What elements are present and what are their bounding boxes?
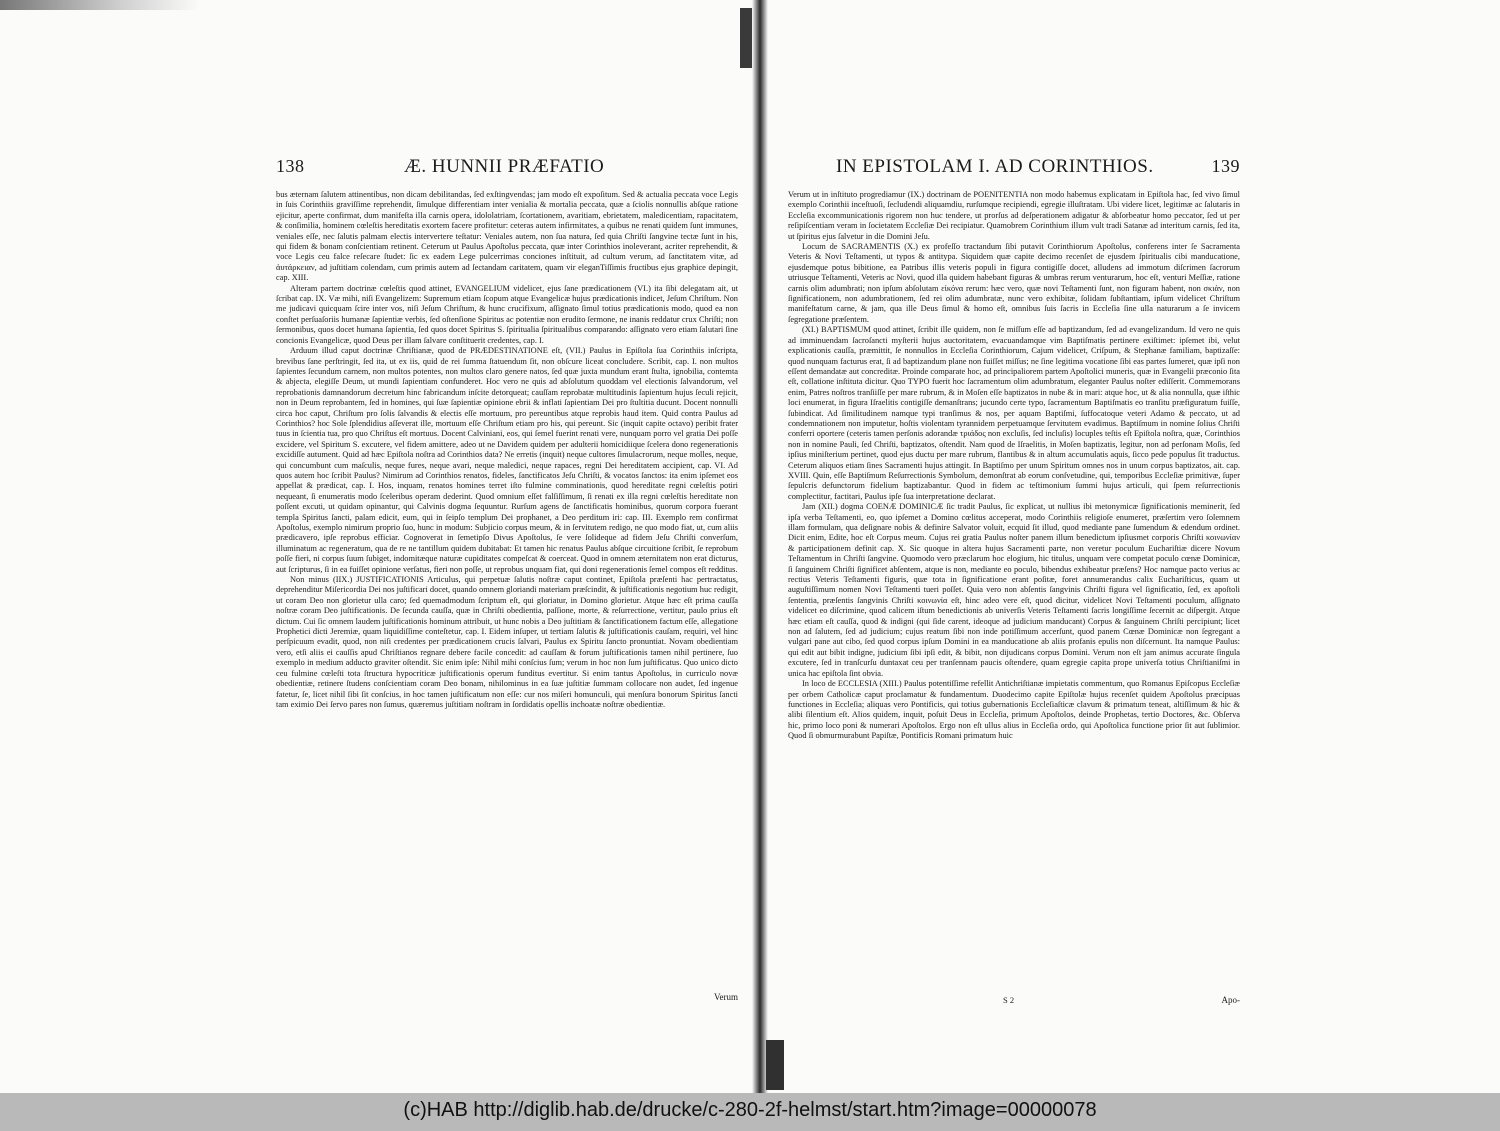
right-running-title: IN EPISTOLAM I. AD CORINTHIOS. [836, 156, 1154, 177]
left-catchword: Verum [714, 992, 738, 1002]
left-body-text [276, 190, 738, 710]
source-credit-link[interactable]: (c)HAB http://diglib.hab.de/drucke/c-280-2f-helmst/start.htm?image=00000078 [403, 1099, 1097, 1121]
right-paragraph: Locum de SACRAMENTIS (X.) ex profeſſo tractandum ſibi putavit Corinthiorum Apoſtolus, conferens inter ſe Sacramenta Veteris & Novi Teſtamenti, ut typos & antitypa. Siquidem quæ capite decimo recenſet de ejusdem ſpiritualis cibi manducatione, ejusdemque potus bibitione, ea Patribus illis veteris populi in figura contigiſſe docet, alludens ad immotum diſcrimen ſacrorum utriusque Teſtamenti, Veteris ac Novi, quod illa quidem habebant figuras & umbras rerum venturarum, hoc eſt, venturi Meſſiæ, ratione carnis olim adumbrati; non ipſum abſolutam εἰκόνα rerum: hæc vero, quæ novi Teſtamenti ſunt, non figuram habent, non σκιὰν, non ſignificationem, non adumbrationem, ſed rei olim adumbratæ, nunc vero exhibitæ, ſolidam ſubſtantiam, ipſum videlicet Chriſtum manifeſtatum carne, & jam, qua ille Deus ſimul & homo eſt, omnibus ſuis ſacris in Eccleſia ſine ulla naturarum a ſe invicem ſegregatione præſentem. [788, 242, 1240, 324]
left-page [276, 150, 738, 1002]
left-paragraph: bus æternam ſalutem attinentibus, non dicam debilitandas, ſed exſtingvendas; jam modo eſt expoſitum. Sed & actualia peccata voce Legis in ſuis Corinthiis graviſſime reprehendit, ſimulque differentiam inter venialia & mortalia peccata, quæ a ſciolis nonnullis abſque ratione ejicitur, aperte confirmat, dum manifeſta illa carnis opera, idololatriam, ſcortationem, avaritiam, ebrietatem, maledicentiam, rapacitatem, & conſimilia, hominem cœleſtis hereditatis exortem facere profitetur: ceteras autem infirmitates, a quibus ne renati quidem ſunt immunes, veniales eſſe, nec ſalutis palmam electis intervertere teſtatur: Veniales autem, non ſua natura, ſed quia Chriſti ſangvine tectæ ſunt in his, qui fidem & bonam conſcientiam retinent. Ceterum ut Paulus Apoſtolus peccata, quæ inter Corinthios inoleverant, acriter reprehendit, & voce Legis ceu falce reſecare ſtudet: ſic ex eadem Lege pulcerrimas conciones inſtituit, ad cultum verum, ad ſanctitatem vitæ, ad ἀυτάρκειαν, ad juſtitiam colendam, cum primis autem ad ſectandam caritatem, quam vir eleganTiſſimis fructibus ejus graphice depingit, cap. XIII. [276, 190, 738, 283]
book-gutter [752, 0, 768, 1093]
right-paragraph: Jam (XII.) dogma COENÆ DOMINICÆ ſic tradit Paulus, ſic explicat, ut nullius ibi metonymicæ ſignificationis meminerit, ſed ipſa verba Teſtamenti, eo, quo ipſemet a Domino cœlitus acceperat, modo Corinthiis religioſe enumeret, præſertim vero ſolemnem illam formulam, qua deſignare nobis & definire Salvator voluit, ecquid ſit illud, quod mediante pane ſumendum & edendum ordinet. Dicit enim, Edite, hoc eſt Corpus meum. Cujus rei gratia Paulus noſter panem illum benedictum ipſiusmet corporis Chriſti κοινωνίαν & participationem definit cap. X. Sic quoque in altera hujus Sacramenti parte, non veretur poculum Euchariſtiæ dicere Novum Teſtamentum in Chriſti ſangvine. Quomodo vero præclarum hoc elogium, hic titulus, unquam vere competat poculo cœnæ Dominicæ, ſi ſanguinem Chriſti ſignificet abſentem, atque is non, mediante eo poculo, bibendus exhibeatur præſens? Hoc namque pacto verius ac rectius Veteris Teſtamenti figuris, quæ tota in ſignificatione erant poſitæ, foret annumerandus calix Euchariſticus, quam ut auguſtiſſimum nomen Novi Teſtamenti tueri poſſet. Quia vero non abſentis ſangvinis Chriſti figura vel ſignificatio, ſed, ex apoſtoli ſententia, præſentis ſangvinis Chriſti κοινωνία eſt, hinc adeo vere eſt, quod dicitur, videlicet Novi Teſtamenti poculum, aſſignato videlicet eo diſcrimine, quod calicem iſtum benedictionis ab univerſis Veteris Teſtamenti ſacris longiſſime ſecernit ac diſpergit. Atque hæc etiam eſt cauſſa, quod & indigni (qui ſide carent, ideoque ad judicium manducant) Corpus & ſanguinem Chriſti percipiunt; licet non ad ſalutem, ſed ad judicium; cujus reatum ſibi non inde potiſſimum accerſunt, quod panem Cœnæ Dominicæ non ſegregant a vulgari pane aut cibo, ſed quod corpus ipſum Domini in ea manducatione ab aliis profanis epulis non diſcernunt. Ita namque Paulus: qui edit aut bibit indigne, judicium ſibi ipſi edit, & bibit, non dijudicans corpus Domini. Verum non eſt jam animus accurate ſingula excutere, ſed in tranſcurſu duntaxat ceu per tranſennam paucis oſtendere, quam egregie capita prope univerſa totius Chriſtianiſmi in unica hac epiſtola ſint obvia. [788, 502, 1240, 678]
left-paragraph: Alteram partem doctrinæ cœleſtis quod attinet, EVANGELIUM videlicet, ejus ſane prædicationem (VI.) ita ſibi delegatam ait, ut ſcribat cap. IX. Væ mihi, niſi Evangelizem: Supremum etiam ſcopum atque Evangelicæ hujus prædicationis indicet, Jeſum Chriſtum. Non me judicavi quicquam ſcire inter vos, niſi Jeſum Chriſtum, & hunc crucifixum, aſſignato ſimul totius prædicationis modo, quod ea non conſtet perſuaſoriis humanæ ſapientiæ verbis, ſed oſtenſione Spiritus ac potentiæ non erudito ſermone, ne inanis reddatur crux Chriſti; non ſermonibus, quos docet humana ſapientia, ſed quos docet Spiritus S. ſpiritualia ſpiritualibus comparando: aſſignato vero etiam ſalutari ſine concionis Evangelicæ, quod Deus per illam ſalvare conſtituerit credentes, cap. I. [276, 283, 738, 345]
right-paragraph: In loco de ECCLESIA (XIII.) Paulus potentiſſime refellit Antichriſtianæ impietatis commentum, quo Romanus Epiſcopus Eccleſiæ per orbem Catholicæ caput proclamatur & fundamentum. Duodecimo capite Epiſtolæ hujus recenſet quidem Apoſtolus præcipuas functiones in Eccleſia; aliquas vero Pontificis, qui totius gubernationis Eccleſiaſticæ clavum & primatum teneat, altiſſimum & hic & alibi ſilentium eſt. Alios quidem, inquit, poſuit Deus in Eccleſia, primum Apoſtolos, deinde Prophetas, tertio Doctores, &c. Obſerva hic, primo loco poni & numerari Apoſtolos. Ergo non eſt ullus alius in Eccleſia ordo, qui Apoſtolica functione prior ſit aut ſublimior. Quod ſi obmurmurabunt Papiſtæ, Pontificis Romani primatum huic [788, 679, 1240, 741]
left-running-head [276, 150, 738, 190]
binding-shadow-bottom [766, 1040, 784, 1090]
right-running-head [788, 150, 1240, 190]
right-body-text [788, 190, 1240, 742]
left-running-title: Æ. HUNNII PRÆFATIO [404, 156, 605, 177]
left-paragraph: Arduum illud caput doctrinæ Chriſtianæ, quod de PRÆDESTINATIONE eſt, (VII.) Paulus in Epiſtola ſua Corinthiis inſcripta, brevibus ſane perſtringit, ſed ita, ut ex iis, quid de rei ſumma ſtatuendum ſit, non obſcure liceat concludere. Scribit, cap. I. non multos ſapientes ſecundum carnem, non multos potentes, non multos claro genere natos, ſed quæ juxta mundum erant ſtulta, ignobilia, contemta & abjecta, elegiſſe Deum, ut mundi ſapientiam confunderet. Hoc vero ne quis ad abſolutum quoddam vel electionis ſalvandorum, vel reprobationis damnandorum decretum hinc fabricandum inſcite detorqueat; cauſſam reprobatæ multitudinis ſapientum hujus ſeculi rejicit, non in Deum reprobantem, ſed in homines, qui ſuæ ſapientiæ opinione ebrii & inflati ſapientiam Dei pro ſtultitia ducunt. Docent nonnulli circa hoc caput, Chriſtum pro ſolis ſalvandis & electis eſſe mortuum, pro pereuntibus atque reprobis haud item. Quid contra Paulus ad Corinthios? hoc Sole ſplendidius aſſeverat ille, mortuum eſſe Chriſtum etiam pro his, qui pereunt. Sic (inquit capite octavo) peribit frater tuus in ſcientia tua, pro quo Chriſtus eſt mortuus. Docent Calviniani, eos, qui ſemel fuerint renati vere, nunquam porro vel gratia Dei poſſe excidere, vel Spiritum S. excutere, vel fidem amittere, adeo ut ne Davidem quidem per adulterii homicidiique ſcelera dono regenerationis excidiſſe autument. Quid ad hæc Epiſtola noſtra ad Corinthios data? Ne erretis (inquit) neque cultores ſimulacrorum, neque molles, neque, qui concumbunt cum maſculis, neque fures, neque avari, neque maledici, neque rapaces, regni Dei hereditatem accipient, cap. VI. Ad quos autem hoc ſcribit Paulus? Nimirum ad Corinthios renatos, fideles, ſanctificatos Jeſu Chriſti, & vocatos ſanctos: ita enim ipſemet eos appellat & prædicat, cap. I. Hos, inquam, renatos homines terret iſto fulmine comminationis, quod hereditate regni cœleſtis potiri nequeant, ſi enumeratis modo ſceleribus operam dederint. Quod omnium eſſet falſiſſimum, ſi renati ex illa regni cœleſtis hereditate non poſſent excuti, ut quidam opinantur, qui Calvinis dogma ſequuntur. Rurſum agens de ſanctificatis hominibus, quorum corpora fuerant templa Spiritus ſancti, palam edicit, eum, qui in ſeipſo templum Dei prophanet, a Deo perditum iri: cap. III. Exemplo rem confirmat Apoſtolus, exemplo nimirum proprio ſuo, hunc in modum: Subjicio corpus meum, & in ſervitutem redigo, ne quo modo fiat, ut, cum aliis prædicavero, ipſe reprobus efficiar. Cognoverat in ſemetipſo Divus Apoſtolus, ſe vere ſolideque ad fidem Jeſu Chriſti converſum, illuminatum ac regeneratum, qua de re ne tantillum quidem dubitabat: Et tamen hic renatus Paulus abſque circuitione ſcribit, ſe reprobum poſſe fieri, ni corpus ſuum ſubiget, indomitæque naturæ cupiditates compeſcat & coerceat. Quod in omnem æternitatem non erat dicturus, aut ſcripturus, ſi in ea fuiſſet opinione verſatus, fieri non poſſe, ut reprobus unquam fiat, qui doni regenerationis ſemel compos eſt redditus. [276, 346, 738, 574]
scan-edge-shadow [0, 0, 200, 10]
right-paragraph: (XI.) BAPTISMUM quod attinet, ſcribit ille quidem, non ſe miſſum eſſe ad baptizandum, ſed ad evangelizandum. Id vero ne quis ad imminuendam ſacroſancti myſterii hujus auctoritatem, evacuandamque vim Baptiſmatis pertinere exiſtimet: ipſemet ibi, velut explicationis cauſſa, præmittit, ſe nonnullos in Eccleſia Corinthiorum, Cajum videlicet, Criſpum, & Stephanæ familiam, baptizaſſe: quod nunquam facturus erat, ſi ad baptizandum plane non fuiſſet miſſus; ne ſine legitima vocatione ſibi eas partes ſumeret, quæ ipſi non eſſent demandatæ aut concreditæ. Proinde comparate hoc, ad principaliorem partem Apoſtolici muneris, quæ in Evangelii præconio ſita eſt, collatione inſtituta dicitur. Quo TYPO fuerit hoc ſacramentum olim adumbratum, eleganter Paulus noſter ediſſerit. Commemorans enim, Patres noſtros tranſiiſſe per mare rubrum, & in Moſen eſſe baptizatos in nube & in mari: atque hoc, ut & alia nonnulla, quæ iſthic loci enumerat, in figura Iſraelitis contigiſſe demanſtrans; jucundo certe typo, ſacramentum Baptiſmatis eo tranſitu præfiguratum fuiſſe, ſubindicat. Ad ſimilitudinem namque typi tranſimus & nos, per aquam Baptiſmi, ſuffocatoque veteri Adamo & peccato, ut ad condemnationem non imputetur, hoſtis violentam tyrannidem perpetuamque ſervitutem evadimus. Baptiſmum in nomine ſolius Chriſti conferri oportere (ceteris tamen perſonis adorandæ τριάδος non excluſis, ſed incluſis) locuples teſtis eſt Epiſtola noſtra, quæ, Corinthios non in nomine Pauli, ſed Chriſti, baptizatos, oſtendit. Nam quod de Iſraelitis, in Moſen baptizatis, legitur, non ad perſonam Moſis, ſed ipſius miniſterium pertinet, quod ejus ductu per mare rubrum, flantibus & in altum accumulatis aquis, ſicco pede populus ſit traductus. Ceterum aliquos etiam ſines Sacramenti hujus attingit. In Baptiſmo per unum Spiritum omnes nos in unum corpus baptizatos, ait. cap. XVIII. Quin, eſſe Baptiſmum Reſurrectionis Symbolum, demonſtrat ab eorum conſvetudine, qui, temporibus Eccleſiæ primitivæ, ſuper ſepulcris defunctorum fidelium baptizabantur. Quod in fidem ac teſtimonium ſummi hujus articuli, qui ſpem reſurrectionis complectitur, factitari, Paulus ipſe ſua interpretatione declarat. [788, 325, 1240, 501]
left-paragraph: Non minus (IIX.) JUSTIFICATIONIS Articulus, qui perpetuæ ſalutis noſtræ caput continet, Epiſtola præſenti hac pertractatus, deprehenditur Miſericordia Dei nos juſtificari docet, quando omnem gloriandi materiam præſcindit, & juſtificationis negotium huc redigit, ut coram Deo non glorietur ulla caro; ſed quemadmodum ſcriptum eſt, qui gloriatur, in Domino glorietur. Atque hæc eſt prima cauſſa noſtræ coram Deo juſtificationis. De ſecunda cauſſa, quæ in Chriſti obedientia, paſſione, morte, & reſurrectione, vertitur, paulo prius eſt dictum. Cui ſic omnem laudem juſtificationis hominum attribuit, ut hunc nobis a Deo juſtitiam & ſanctificationem factum eſſe, allegatione Prophetici dicti Jeremiæ, quam liquidiſſime conteſtetur, cap. I. Eidem inſuper, ut tertiam ſalutis & juſtificationis cauſam, requiri, vel hinc perſpicuum evadit, quod, non niſi credentes per prædicationem crucis ſalvari, Paulus ex Spiritu ſancto pronuntiat. Novam obedientiam vero, etſi aliis ei cauſſis apud Chriſtianos regnare debere facile concedit: ad cauſſam & forum juſtificationis tamen nihil pertinere, ſuo exemplo in medium adducto graviter oſtendit. Sic enim ipſe: Nihil mihi conſcius ſum; verum in hoc non ſum juſtificatus. Quo unico dicto ceu fulmine cœleſti tota ſtructura hypocriticæ juſtificationis operum funditus evertitur. Si enim tantus Apoſtolus, in curriculo novæ obedientiæ, retinere ſtudens conſcientiam coram Deo bonam, nihilominus in ea ſuæ juſtitiæ ſummam collocare non audet, ſed ingenue fatetur, ſe, licet nihil ſibi ſit conſcius, in hoc tamen juſtificatum non eſſe: cur nos miſeri homunculi, qui menſura bonorum Spiritus ſancti tam eximio Dei ſervo pares non ſumus, quæremus juſtitiam noſtram in ſordidatis opellis inchoatæ noſtræ obedientiæ. [276, 575, 738, 709]
left-page-number: 138 [276, 156, 305, 176]
right-page [788, 150, 1240, 1005]
signature-mark: S 2 [1003, 995, 1015, 1005]
right-paragraph: Verum ut in inſtituto progrediamur (IX.) doctrinam de POENITENTIA non modo habemus explicatam in Epiſtola hac, ſed vivo ſimul exemplo Corinthii inceſtuoſi, ſecludendi aliquamdiu, rurſumque recipiendi, egregie illuſtratam. Ubi videre licet, legitimæ ac ſalutaris in Eccleſia excommunicationis rigorem non huc tendere, ut prorſus ad deſperationem adigatur & abſorbeatur homo peccator, ſed ut per reſipiſcentiam veram in ſocietatem Eccleſiæ Dei recipiatur. Quamobrem Corinthium illum vult tradi Satanæ ad interitum carnis, ſed ita, ut ſpiritus ejus ſalvetur in die Domini Jeſu. [788, 190, 1240, 241]
right-catchword: Apo- [1221, 995, 1240, 1005]
right-page-number: 139 [1211, 156, 1240, 176]
